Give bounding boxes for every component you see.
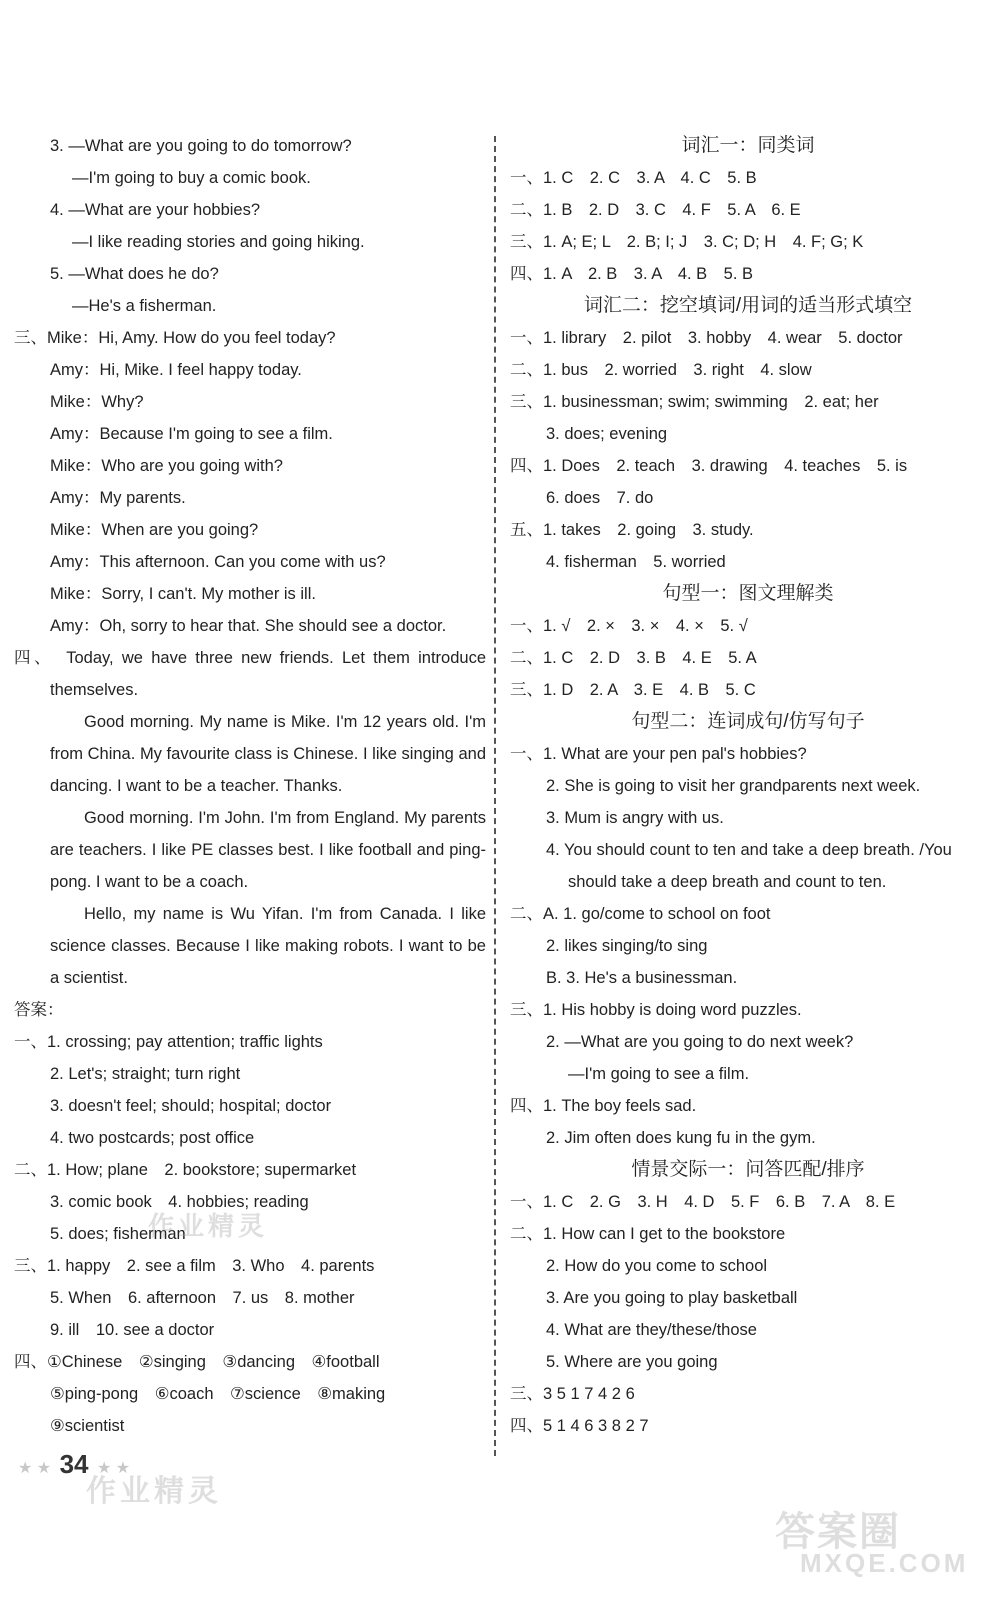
right-column	[510, 130, 986, 1442]
answer-line: 四、1. Does 2. teach 3. drawing 4. teaches 5. is	[510, 457, 908, 475]
answer-line: 一、1. C 2. C 3. A 4. C 5. B	[510, 169, 757, 187]
answer-line: 一、1. What are your pen pal's hobbies?	[510, 745, 807, 763]
answer-line: 三、1. D 2. A 3. E 4. B 5. C	[510, 681, 756, 699]
section-heading: 词汇二：挖空填词/用词的适当形式填空	[583, 295, 913, 316]
answer-line: —I'm going to see a film.	[568, 1065, 750, 1083]
watermark: 作业精灵	[86, 1475, 222, 1508]
passage-paragraph: Good morning. My name is Mike. I'm 12 years old. I'm from China. My favourite class is Chinese. I like singing and dancing. I want to be a teacher. Thanks.	[50, 713, 486, 795]
section-heading: 句型二：连词成句/仿写句子	[631, 711, 865, 732]
dialogue-line: —He's a fisherman.	[72, 297, 217, 315]
answer-line: 一、1. C 2. G 3. H 4. D 5. F 6. B 7. A 8. E	[510, 1193, 896, 1211]
star-icon: ★ ★	[96, 1460, 131, 1477]
dialogue-line: 三、Mike：Hi, Amy. How do you feel today?	[14, 329, 336, 347]
dialogue-line: Mike：Sorry, I can't. My mother is ill.	[50, 585, 316, 603]
answer-line: 3. Are you going to play basketball	[546, 1289, 798, 1307]
answer-line: 三、1. happy 2. see a film 3. Who 4. parents	[14, 1257, 375, 1275]
answer-line: 2. Let's; straight; turn right	[50, 1065, 241, 1083]
answer-line: 五、1. takes 2. going 3. study.	[510, 521, 754, 539]
dialogue-line: Amy：Hi, Mike. I feel happy today.	[50, 361, 302, 379]
column-divider	[494, 136, 496, 1456]
answer-line: 四、1. A 2. B 3. A 4. B 5. B	[510, 265, 754, 283]
answer-line: 6. does 7. do	[546, 489, 654, 507]
answer-line: 四、1. The boy feels sad.	[510, 1097, 697, 1115]
answer-line: 2. likes singing/to sing	[546, 937, 708, 955]
answer-line: 二、1. bus 2. worried 3. right 4. slow	[510, 361, 812, 379]
answer-line: 3. doesn't feel; should; hospital; doctor	[50, 1097, 332, 1115]
answer-line: B. 3. He's a businessman.	[546, 969, 738, 987]
answer-line: 二、1. How can I get to the bookstore	[510, 1225, 786, 1243]
answer-line: 3. Mum is angry with us.	[546, 809, 724, 827]
answers-label: 答案：	[14, 1001, 64, 1019]
answer-line: 2. How do you come to school	[546, 1257, 768, 1275]
left-column	[14, 130, 486, 1442]
star-icon: ★ ★	[18, 1460, 52, 1477]
answer-line: 4. two postcards; post office	[50, 1129, 255, 1147]
dialogue-line: Mike：Why?	[50, 393, 144, 411]
dialogue-line: Mike：When are you going?	[50, 521, 259, 539]
answer-line: 三、1. His hobby is doing word puzzles.	[510, 1001, 802, 1019]
passage-intro: 四、 Today, we have three new friends. Let them introduce themselves.	[14, 649, 486, 699]
answer-line: 三、1. A; E; L 2. B; I; J 3. C; D; H 4. F; G; K	[510, 233, 864, 251]
dialogue-line: Amy：My parents.	[50, 489, 186, 507]
answer-line: 5. does; fisherman	[50, 1225, 186, 1243]
answer-line: 一、1. library 2. pilot 3. hobby 4. wear 5. doctor	[510, 329, 903, 347]
watermark-logo: 答案圈	[775, 1510, 901, 1554]
answer-line: 4. You should count to ten and take a deep breath. /You	[546, 841, 952, 859]
passage-paragraph: Hello, my name is Wu Yifan. I'm from Canada. I like science classes. Because I like making robots. I want to be a scientist.	[50, 905, 486, 987]
watermark-url: MXQE.COM	[800, 1548, 969, 1578]
page-number: 34	[59, 1449, 89, 1479]
dialogue-line: Amy：Oh, sorry to hear that. She should see a doctor.	[50, 617, 447, 635]
dialogue-line: 3. —What are you going to do tomorrow?	[50, 137, 352, 155]
answer-line: 三、1. businessman; swim; swimming 2. eat; her	[510, 393, 879, 411]
answer-line: 一、1. √ 2. × 3. × 4. × 5. √	[510, 617, 748, 635]
answer-line: 5. When 6. afternoon 7. us 8. mother	[50, 1289, 355, 1307]
passage-paragraph: Good morning. I'm John. I'm from England. My parents are teachers. I like PE classes best. I like football and ping-pong. I want to be a coach.	[50, 809, 486, 891]
dialogue-line: 4. —What are your hobbies?	[50, 201, 261, 219]
answer-line: 4. fisherman 5. worried	[546, 553, 726, 571]
answer-line: 四、①Chinese ②singing ③dancing ④football	[14, 1353, 380, 1371]
answer-line: ⑨scientist	[50, 1417, 125, 1435]
answer-line: 4. What are they/these/those	[546, 1321, 757, 1339]
dialogue-line: Mike：Who are you going with?	[50, 457, 283, 475]
answer-line: 三、3 5 1 7 4 2 6	[510, 1385, 635, 1403]
dialogue-line: 5. —What does he do?	[50, 265, 219, 283]
answer-line: 3. comic book 4. hobbies; reading	[50, 1193, 309, 1211]
answer-line: 二、1. C 2. D 3. B 4. E 5. A	[510, 649, 757, 667]
answer-line: 2. Jim often does kung fu in the gym.	[546, 1129, 816, 1147]
answer-line: 3. does; evening	[546, 425, 668, 443]
section-heading: 词汇一：同类词	[681, 135, 815, 156]
answer-line: 2. —What are you going to do next week?	[546, 1033, 854, 1051]
answer-line: 二、1. B 2. D 3. C 4. F 5. A 6. E	[510, 201, 801, 219]
dialogue-line: Amy：This afternoon. Can you come with us?	[50, 553, 386, 571]
answer-line: 一、1. crossing; pay attention; traffic lights	[14, 1033, 323, 1051]
dialogue-line: —I like reading stories and going hiking.	[72, 233, 365, 251]
section-heading: 句型一：图文理解类	[662, 583, 834, 604]
section-heading: 情景交际一：问答匹配/排序	[631, 1159, 865, 1180]
answer-line: 二、A. 1. go/come to school on foot	[510, 905, 771, 923]
answer-line: 9. ill 10. see a doctor	[50, 1321, 215, 1339]
answer-line: 四、5 1 4 6 3 8 2 7	[510, 1417, 649, 1435]
answer-line: ⑤ping-pong ⑥coach ⑦science ⑧making	[50, 1385, 386, 1403]
answer-line: 5. Where are you going	[546, 1353, 718, 1371]
answer-line: should take a deep breath and count to ten.	[568, 873, 887, 891]
dialogue-line: Amy：Because I'm going to see a film.	[50, 425, 333, 443]
answer-line: 二、1. How; plane 2. bookstore; supermarket	[14, 1161, 357, 1179]
dialogue-line: —I'm going to buy a comic book.	[72, 169, 311, 187]
watermark: 作业精灵	[148, 1211, 269, 1241]
answer-line: 2. She is going to visit her grandparents next week.	[546, 777, 921, 795]
